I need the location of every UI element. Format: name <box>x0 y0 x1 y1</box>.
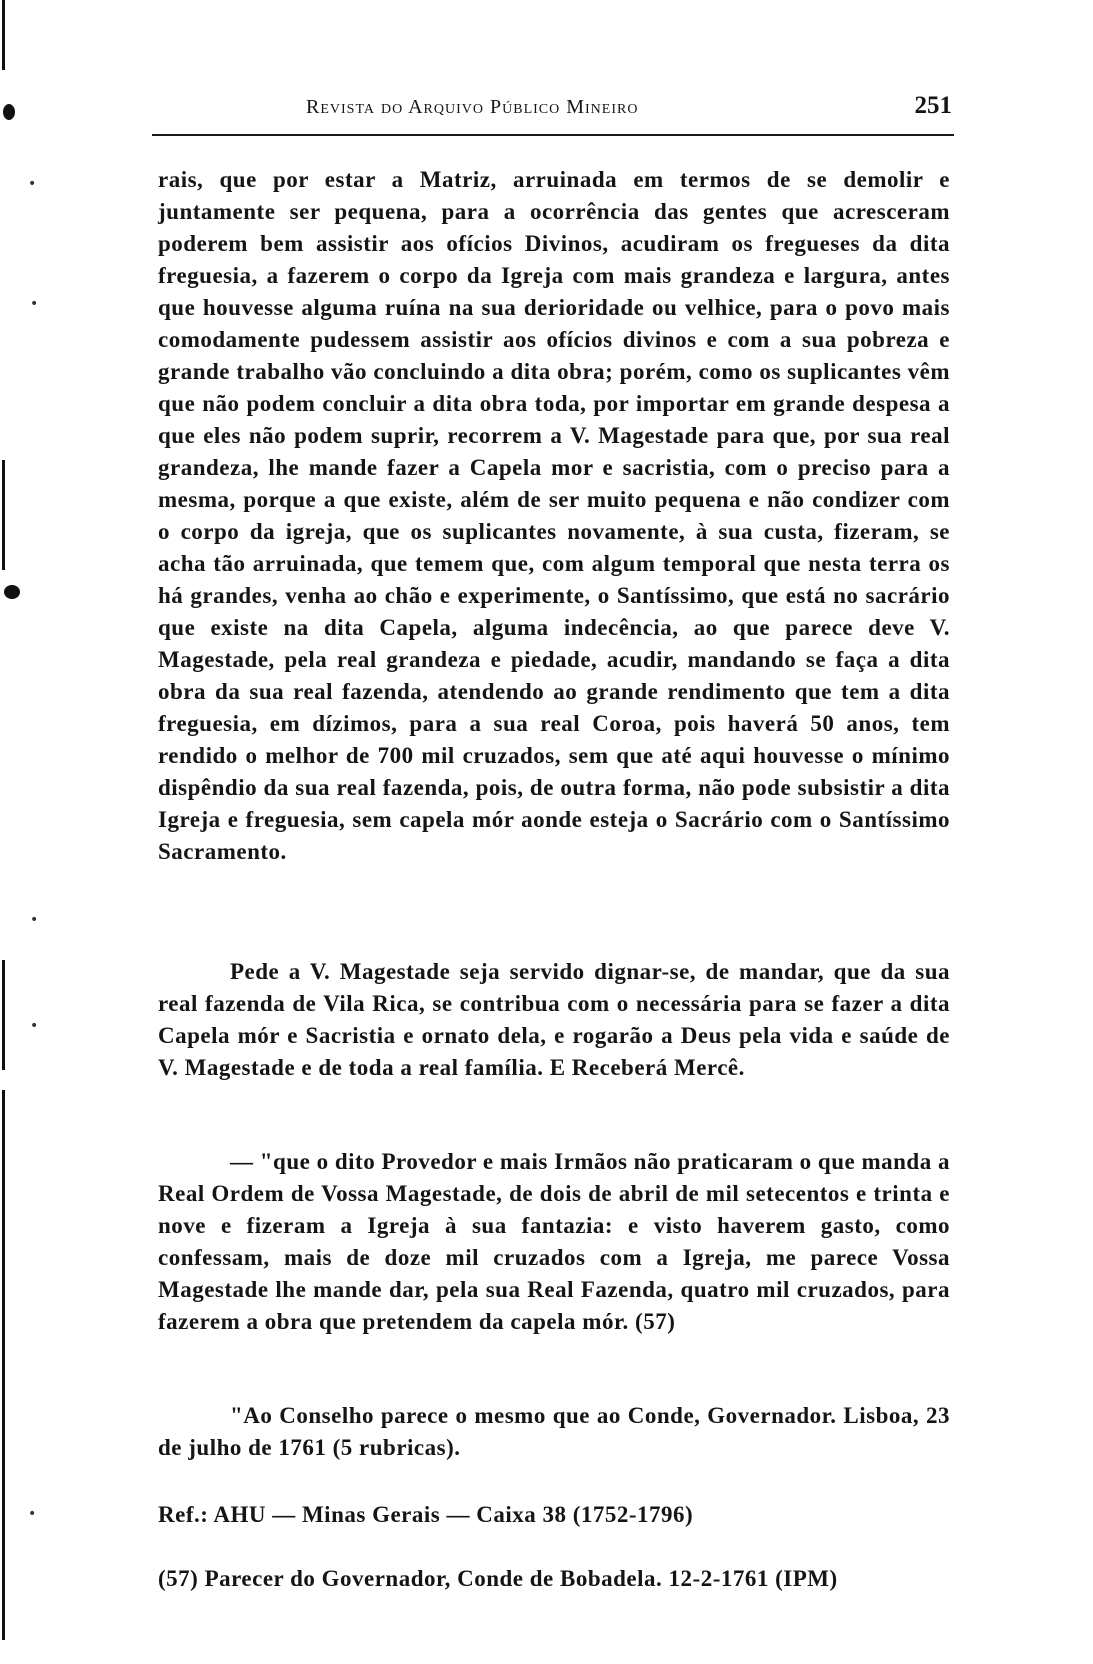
margin-speck: • <box>30 1018 39 1034</box>
archival-reference: Ref.: AHU — Minas Gerais — Caixa 38 (1752-1796) <box>158 1502 694 1527</box>
margin-speck: • <box>28 176 37 192</box>
margin-speck: • <box>28 1506 37 1522</box>
edge-dot <box>3 104 15 120</box>
footnote: (57) Parecer do Governador, Conde de Bobadela. 12-2-1761 (IPM) <box>158 1566 838 1591</box>
body-paragraph-3: — "que o dito Provedor e mais Irmãos não praticaram o que manda a Real Ordem de Vossa Magestade, de dois de abril de mil setecentos e trinta e nove e fizeram a Igreja à sua fantazia: e visto haverem gasto, como confessam, mais de doze mil cruzados com a Igreja, me parece Vossa Magestade lhe mande dar, pela sua Real Fazenda, quatro mil cruzados, para fazerem a obra que pretendem da capela mór. (57) <box>158 1149 950 1334</box>
header-rule <box>152 134 954 136</box>
body-paragraph-2: Pede a V. Magestade seja servido dignar-se, de mandar, que da sua real fazenda de Vila Rica, se contribua com o necessária para se fazer a dita Capela mór e Sacristia e ornato dela, e rogarão a Deus pela vida e saúde de V. Magestade e de toda a real família. E Receberá Mercê. <box>158 959 950 1080</box>
scan-binding-edge <box>0 0 12 1664</box>
body-paragraph-4: "Ao Conselho parece o mesmo que ao Conde, Governador. Lisboa, 23 de julho de 1761 (5 rubricas). <box>158 1403 950 1460</box>
margin-speck: • <box>30 296 39 312</box>
body-paragraph-1: rais, que por estar a Matriz, arruinada em termos de se demolir e juntamente ser pequena, para a ocorrência das gentes que acresceram poderem bem assistir aos ofícios Divinos, acudiram os fregueses da dita freguesia, a fazerem o corpo da Igreja com mais grandeza e largura, antes que houvesse alguma ruína na sua derioridade ou velhice, para o povo mais comodamente pudessem assistir aos ofícios divinos e com a sua pobreza e grande trabalho vão concluindo a dita obra; porém, como os suplicantes vêm que não podem concluir a dita obra toda, por importar em grande despesa a que eles não podem suprir, recorrem a V. Magestade para que, por sua real grandeza, lhe mande fazer a Capela mor e sacristia, com o preciso para a mesma, porque a que existe, além de ser muito pequena e não condizer com o corpo da igreja, que os suplicantes novamente, à sua custa, fizeram, se acha tão arruinada, que temem que, com algum temporal que nesta terra os há grandes, venha ao chão e experimente, o Santíssimo, que está no sacrário que existe na dita Capela, alguma indecência, ao que parece deve V. Magestade, pela real grandeza e piedade, acudir, mandando se faça a dita obra da sua real fazenda, atendendo ao grande rendimento que tem a dita freguesia, em dízimos, para a sua real Coroa, pois haverá 50 anos, tem rendido o melhor de 700 mil cruzados, sem que até aqui houvesse o mínimo dispêndio da sua real fazenda, pois, de outra forma, não pode subsistir a dita Igreja e freguesia, sem capela mór aonde esteja o Sacrário com o Santíssimo Sacramento. <box>158 167 950 864</box>
running-header <box>152 92 952 124</box>
margin-speck: • <box>30 912 39 928</box>
edge-line <box>2 460 5 570</box>
edge-line <box>2 1200 5 1640</box>
edge-line <box>2 0 5 70</box>
journal-title: Revista do Arquivo Público Mineiro <box>306 96 639 118</box>
page-number: 251 <box>914 92 952 119</box>
edge-line <box>2 960 5 1070</box>
edge-dot <box>4 585 20 599</box>
